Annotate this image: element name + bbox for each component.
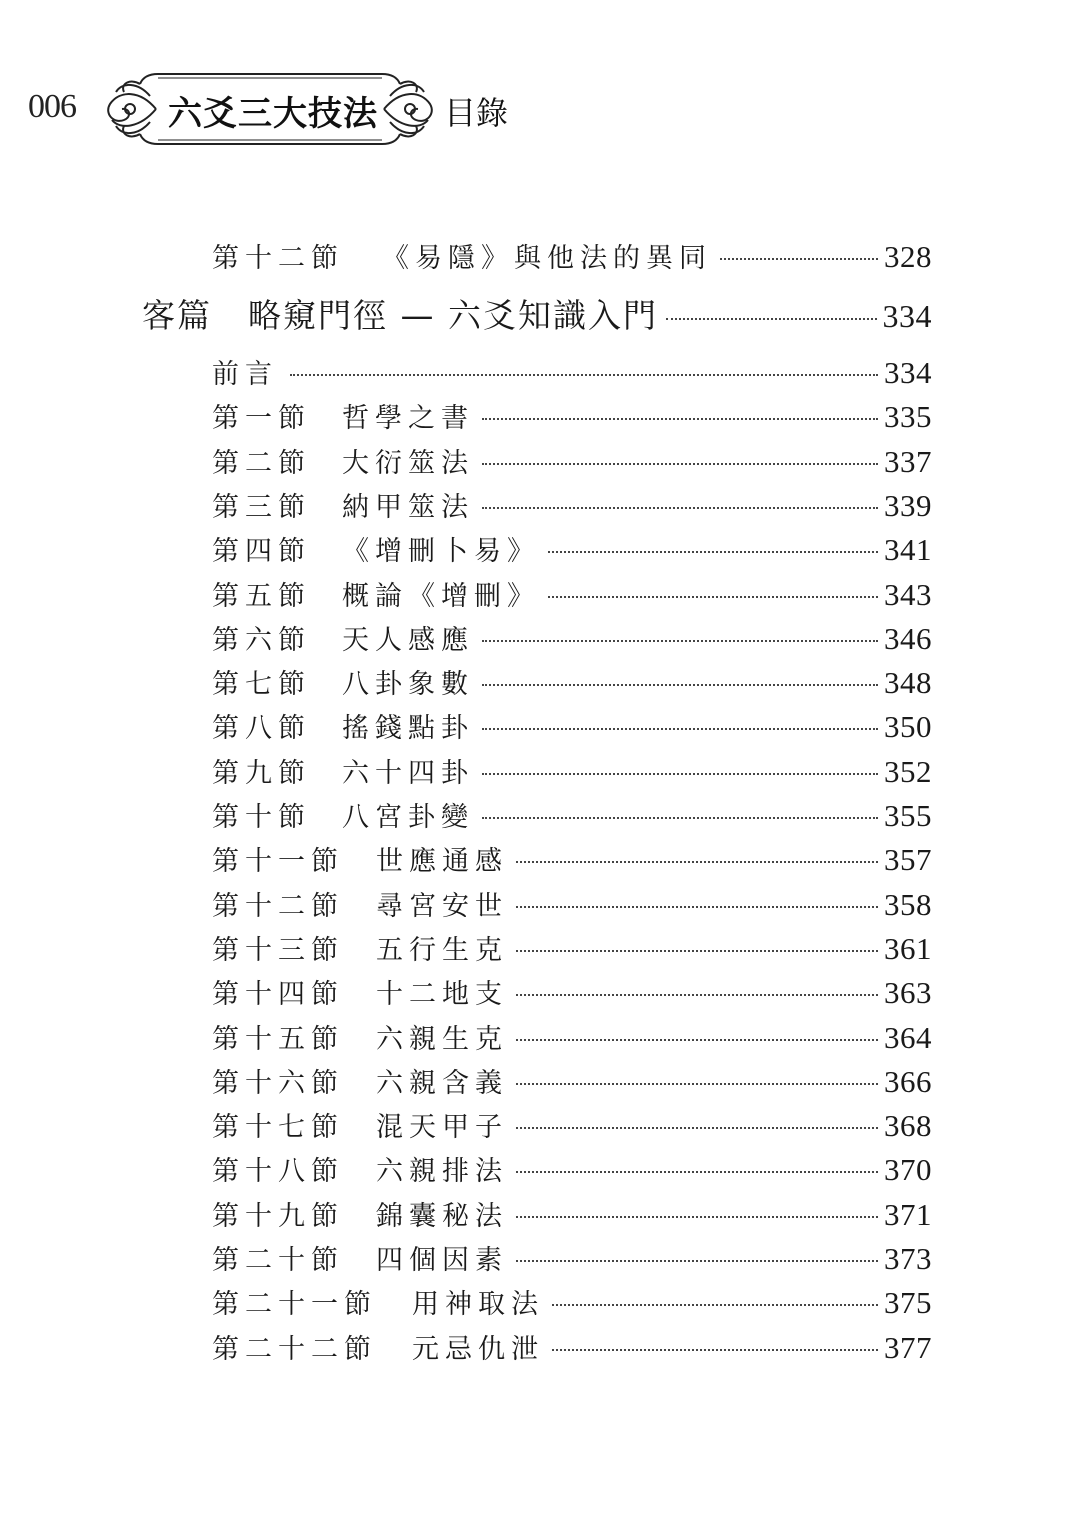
toc-entry: [212, 884, 932, 923]
toc-chapter: 第七節: [212, 669, 311, 701]
toc-entry: [212, 839, 932, 878]
toc-page: 346: [884, 620, 932, 656]
toc-page: 328: [884, 239, 932, 274]
toc-title: 四個因素: [376, 1245, 508, 1276]
leader-dots: [516, 1083, 878, 1085]
toc-chapter: 第二節: [212, 447, 311, 479]
toc-entry: [212, 751, 932, 790]
toc-entry: [212, 1238, 932, 1277]
section-label: 目錄: [444, 94, 509, 132]
toc-chapter: 第十二節: [212, 243, 344, 274]
toc-page: 358: [884, 886, 932, 922]
leader-dots: [516, 994, 878, 996]
toc-page: 375: [884, 1285, 932, 1321]
leader-dots: [482, 640, 878, 642]
toc-chapter: 第三節: [212, 491, 311, 523]
toc-title: 八宮卦變: [342, 802, 474, 833]
toc-title: 六親含義: [376, 1067, 508, 1099]
toc-page: 352: [884, 753, 932, 789]
leader-dots: [290, 374, 878, 376]
book-title: 六爻三大技法: [168, 94, 378, 134]
toc-title: 十二地支: [376, 979, 508, 1011]
toc-chapter: 第一節: [212, 403, 311, 435]
leader-dots: [482, 817, 878, 819]
toc-title: 五行生克: [376, 934, 508, 966]
leader-dots: [548, 596, 878, 598]
toc-entry: [212, 396, 932, 435]
toc-chapter: 第二十一節: [212, 1289, 377, 1321]
toc-page: 373: [884, 1241, 932, 1276]
leader-dots: [516, 1127, 878, 1129]
toc-entry: [212, 706, 932, 745]
toc-entry: [212, 236, 932, 275]
toc-chapter: 第二十節: [212, 1245, 344, 1276]
leader-dots: [482, 507, 878, 509]
leader-dots: [482, 728, 878, 730]
toc-chapter: 第十一節: [212, 846, 344, 878]
toc-entry: [212, 1194, 932, 1233]
toc-entry: [212, 574, 932, 613]
toc-title: 六親生克: [376, 1023, 508, 1055]
leader-dots: [516, 1216, 878, 1218]
toc-title: 概論《增刪》: [342, 580, 540, 612]
ornamental-title-frame: [100, 60, 440, 158]
leader-dots: [552, 1304, 878, 1306]
toc-page: 350: [884, 709, 932, 745]
toc-page: 363: [884, 975, 932, 1011]
toc-page: 361: [884, 930, 932, 966]
toc-entry: [212, 1061, 932, 1100]
toc-title: 元忌仇泄: [412, 1333, 544, 1365]
toc-page: 355: [884, 798, 932, 833]
toc-chapter: 第十三節: [212, 934, 344, 966]
leader-dots: [548, 551, 878, 553]
leader-dots: [720, 258, 878, 260]
toc-page: 335: [884, 399, 932, 435]
leader-dots: [482, 418, 878, 420]
toc-entry: [212, 529, 932, 568]
toc-chapter: 第八節: [212, 713, 311, 745]
toc-entry: [212, 928, 932, 967]
toc-title: 《增刪卜易》: [342, 536, 540, 568]
toc-page: 377: [884, 1329, 932, 1365]
toc-chapter: 第四節: [212, 536, 311, 568]
toc-chapter: 第九節: [212, 757, 311, 789]
part-page: 334: [882, 298, 932, 334]
toc-chapter: 第六節: [212, 624, 311, 656]
toc-chapter: 第十九節: [212, 1200, 344, 1232]
toc-chapter: 第十六節: [212, 1067, 344, 1099]
toc-entry: [212, 352, 932, 391]
toc-title: 《易隱》與他法的異同: [382, 243, 712, 274]
toc-title: 錦囊秘法: [376, 1200, 508, 1232]
toc-title: 混天甲子: [376, 1112, 508, 1144]
leader-dots: [516, 950, 878, 952]
toc-entry: [212, 1327, 932, 1366]
toc-title: 世應通感: [376, 846, 508, 878]
toc-chapter: 第十二節: [212, 890, 344, 922]
toc-page: 368: [884, 1108, 932, 1144]
toc-page: 364: [884, 1019, 932, 1055]
toc-page: 371: [884, 1196, 932, 1232]
leader-dots: [516, 1039, 878, 1041]
toc-title: 大衍筮法: [342, 447, 474, 479]
toc-page: 348: [884, 665, 932, 701]
toc-part-heading: [142, 290, 932, 337]
toc-title: 天人感應: [342, 624, 474, 656]
toc-chapter: 第二十二節: [212, 1333, 377, 1365]
toc-entry: [212, 618, 932, 657]
toc-entry: [212, 1149, 932, 1188]
toc-page: 334: [884, 355, 932, 390]
page-number: 006: [28, 88, 76, 125]
toc-page: 370: [884, 1152, 932, 1188]
toc-entry: [212, 795, 932, 834]
toc-entry: [212, 662, 932, 701]
toc-page: 366: [884, 1063, 932, 1099]
leader-dots: [482, 684, 878, 686]
leader-dots: [516, 1260, 878, 1262]
toc-chapter: 第十四節: [212, 979, 344, 1011]
toc-entry: [212, 1017, 932, 1056]
toc-page: 343: [884, 576, 932, 612]
toc-entry: [212, 1282, 932, 1321]
toc-title: 哲學之書: [342, 403, 474, 435]
leader-dots: [482, 463, 878, 465]
toc-title: 搖錢點卦: [342, 713, 474, 745]
toc-chapter: 前言: [212, 359, 278, 390]
leader-dots: [666, 318, 877, 320]
part-label: 客篇: [142, 296, 212, 335]
toc-entry: [212, 485, 932, 524]
toc-entry: [212, 972, 932, 1011]
toc-page: 341: [884, 532, 932, 568]
toc-chapter: 第十七節: [212, 1112, 344, 1144]
toc-title: 六親排法: [376, 1156, 508, 1188]
toc-title: 用神取法: [412, 1289, 544, 1321]
toc-page: 357: [884, 842, 932, 878]
toc-chapter: 第十八節: [212, 1156, 344, 1188]
leader-dots: [482, 773, 878, 775]
toc-title: 八卦象數: [342, 669, 474, 701]
toc-entry: [212, 441, 932, 480]
toc-title: 尋宮安世: [376, 890, 508, 922]
toc-chapter: 第十五節: [212, 1023, 344, 1055]
page-header: [0, 60, 1080, 160]
toc-title: 納甲筮法: [342, 491, 474, 523]
leader-dots: [516, 1171, 878, 1173]
toc-chapter: 第十節: [212, 802, 311, 833]
toc-chapter: 第五節: [212, 580, 311, 612]
leader-dots: [552, 1349, 878, 1351]
leader-dots: [516, 906, 878, 908]
leader-dots: [516, 861, 878, 863]
toc-title: 六十四卦: [342, 757, 474, 789]
part-title: 略窺門徑 — 六爻知識入門: [248, 296, 658, 335]
toc-entry: [212, 1105, 932, 1144]
toc-page: 339: [884, 487, 932, 523]
toc-page: 337: [884, 443, 932, 479]
